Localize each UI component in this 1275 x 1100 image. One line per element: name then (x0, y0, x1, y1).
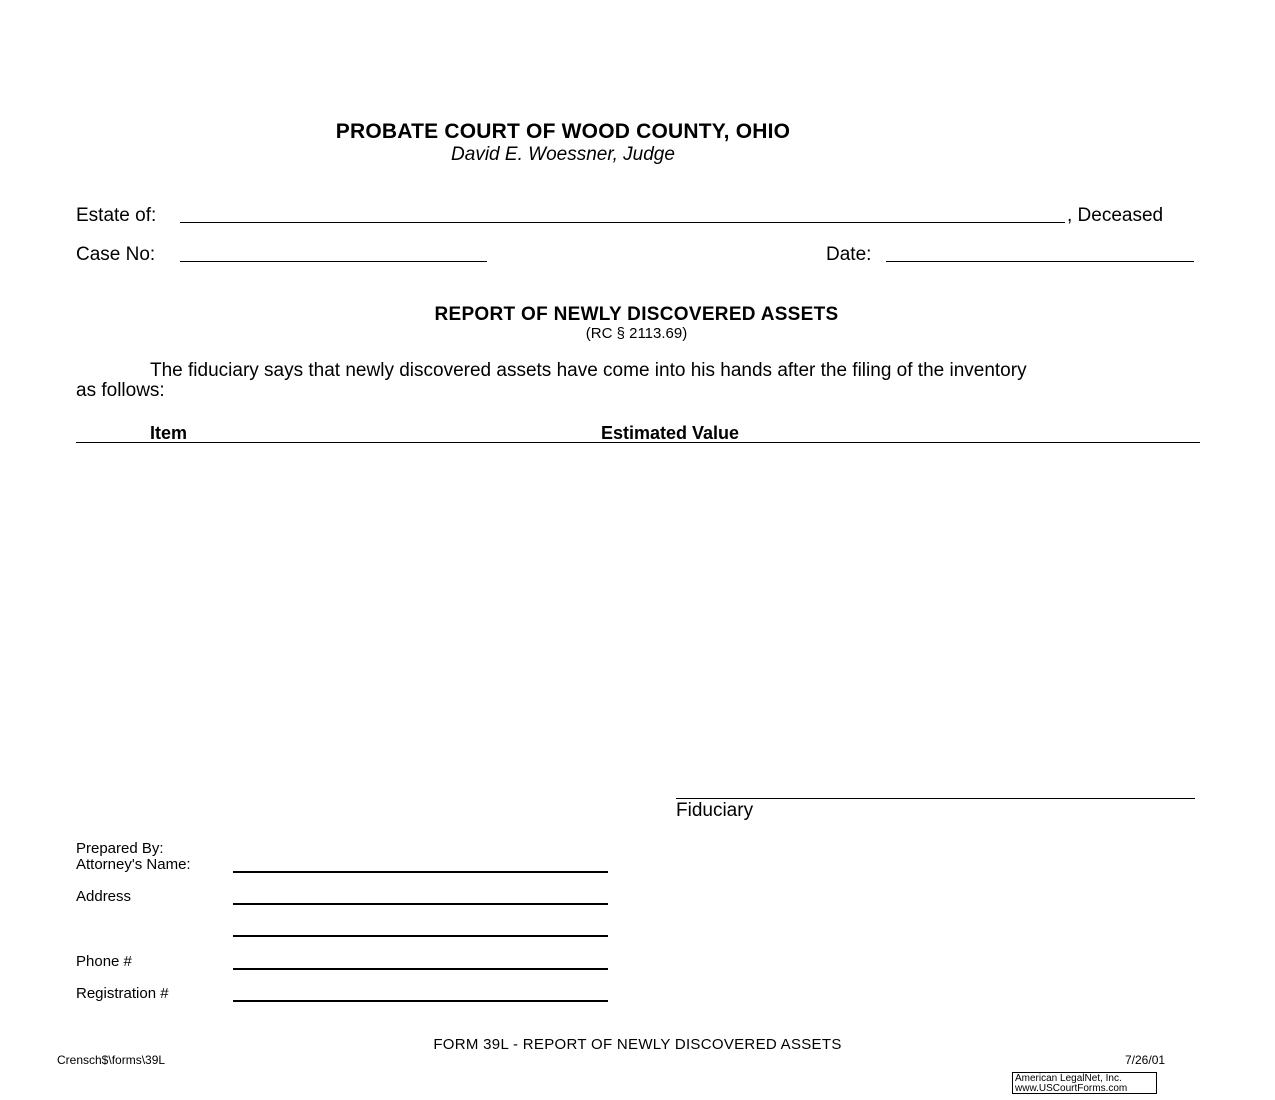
file-path: Crensch$\forms\39L (57, 1053, 166, 1067)
judge-name: David E. Woessner, Judge (451, 144, 675, 165)
deceased-label: , Deceased (1067, 205, 1164, 226)
case-number-label: Case No: (76, 244, 156, 265)
fiduciary-label: Fiduciary (676, 800, 754, 821)
phone-label: Phone # (76, 953, 132, 970)
registration-label: Registration # (76, 985, 169, 1002)
report-body-line-1: The fiduciary says that newly discovered assets have come into his hands after the filing of the inventory (150, 361, 1027, 381)
address-field-line-1[interactable] (233, 903, 608, 905)
report-body-text (76, 361, 1238, 401)
attorney-name-label: Attorney's Name: (76, 856, 191, 873)
date-field[interactable] (886, 261, 1194, 262)
publisher-stamp (1012, 1072, 1157, 1094)
column-header-item: Item (150, 423, 188, 443)
revision-date: 7/26/01 (1125, 1053, 1166, 1067)
publisher-url: www.USCourtForms.com (1015, 1083, 1128, 1094)
phone-field[interactable] (233, 968, 608, 970)
table-header-rule (76, 442, 1200, 443)
court-title: PROBATE COURT OF WOOD COUNTY, OHIO (335, 120, 791, 143)
report-body-line-2: as follows: (76, 380, 165, 401)
report-title: REPORT OF NEWLY DISCOVERED ASSETS (434, 304, 839, 325)
publisher-name: American LegalNet, Inc. (1015, 1073, 1122, 1084)
attorney-name-field[interactable] (233, 871, 608, 873)
column-header-estimated-value: Estimated Value (601, 423, 740, 443)
statute-reference: (RC § 2113.69) (585, 325, 688, 342)
form-footer-title: FORM 39L - REPORT OF NEWLY DISCOVERED ASSETS (433, 1036, 842, 1053)
address-field-line-2[interactable] (233, 935, 608, 937)
fiduciary-signature-field[interactable] (676, 798, 1195, 799)
registration-field[interactable] (233, 1000, 608, 1002)
estate-name-field[interactable] (180, 222, 1065, 223)
estate-label: Estate of: (76, 205, 157, 226)
date-label: Date: (826, 244, 872, 265)
case-number-field[interactable] (180, 261, 487, 262)
prepared-by-label: Prepared By: (76, 840, 164, 857)
address-label: Address (76, 888, 132, 905)
